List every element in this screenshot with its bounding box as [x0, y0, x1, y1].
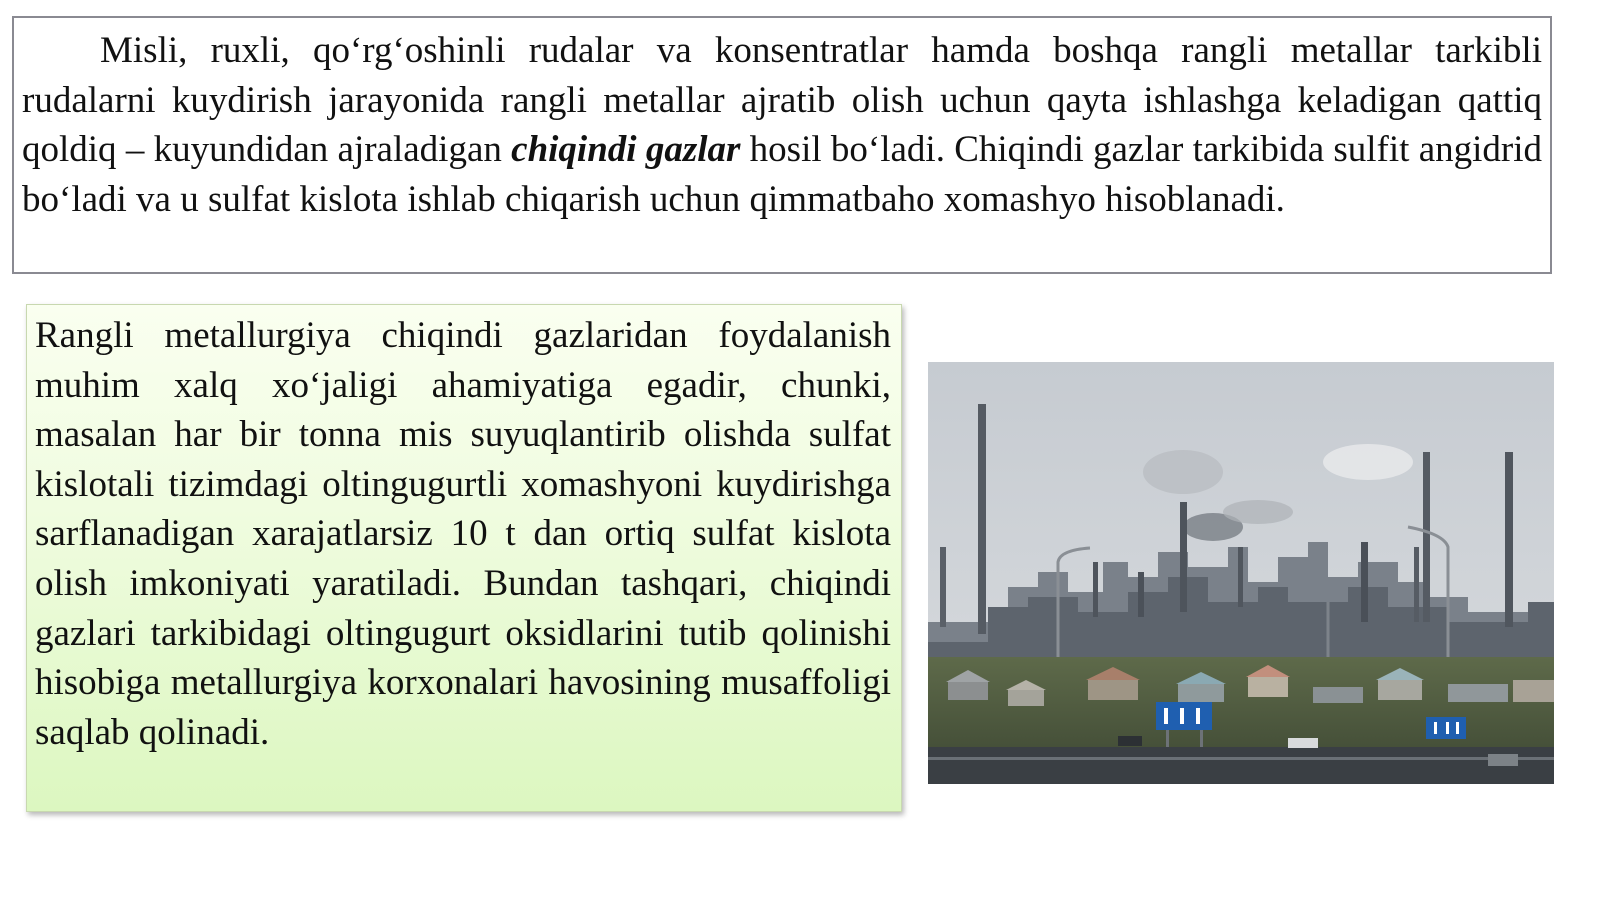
intro-paragraph	[22, 26, 1542, 224]
industrial-plant-photo	[928, 362, 1554, 784]
explanation-paragraph: Rangli metallurgiya chiqindi gazlaridan foydalanish muhim xalq xo‘jaligi ahamiyatiga egadir, chunki, masalan har bir tonna mis suyuqlantirib olishda sulfat kislotali tizimdagi oltingugurtli xomashyoni kuydirishga sarflanadigan xarajatlarsiz 10 t dan ortiq sulfat kislota olish imkoniyati yaratiladi. Bundan tashqari, chiqindi gazlari tarkibidagi oltingugurt oksidlarini tutib qolinishi hisobiga metallurgiya korxonalari havosining musaffoligi saqlab qolinadi.	[35, 315, 891, 753]
intro-text-start: Misli, ruxli, qo‘rg‘oshinli rudalar va konsentratlar hamda boshqa rangli metallar tarkibli rudalarni kuydirish jarayonida rangli metallar ajratib olish uchun qayta ishlashga keladigan qattiq qoldiq – kuyundidan ajraladigan	[22, 30, 1542, 170]
intro-text-end: hosil bo‘ladi. Chiqindi gazlar tarkibida sulfit angidrid bo‘ladi va u sulfat kislota ishlab chiqarish uchun qimmatbaho xomashyo hisoblanadi.	[22, 129, 1542, 220]
smokestack	[978, 404, 986, 634]
road	[928, 747, 1554, 784]
industrial-plant-illustration	[928, 362, 1554, 784]
intro-emphasis-term: chiqindi gazlar	[511, 129, 741, 170]
intro-text-box	[12, 16, 1552, 274]
explanation-text-box	[26, 304, 902, 812]
